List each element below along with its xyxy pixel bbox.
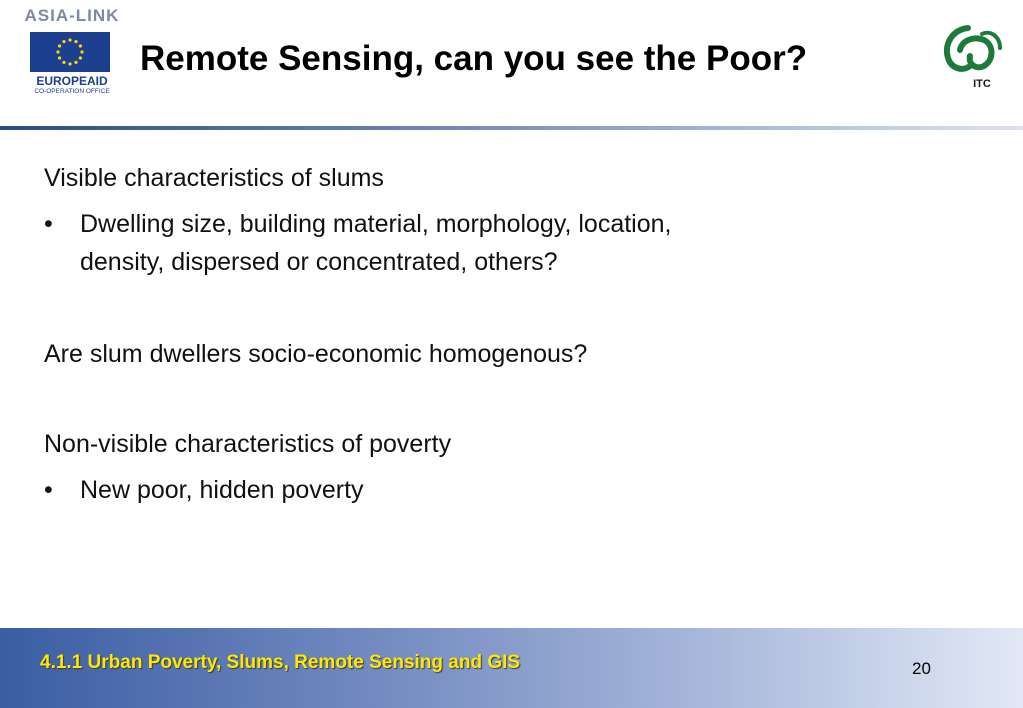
slide-title: Remote Sensing, can you see the Poor? [140, 39, 808, 78]
cooperation-office-text: CO-OPERATION OFFICE [34, 88, 110, 95]
eu-flag-icon [30, 32, 110, 72]
page-number: 20 [912, 659, 931, 678]
asia-link-europeaid-logo [12, 6, 132, 98]
heading-visible-characteristics: Visible characteristics of slums [44, 164, 384, 192]
footer-bar [0, 628, 1023, 708]
bullet-hidden-poverty-text: New poor, hidden poverty [80, 476, 364, 504]
bullet-symbol: • [44, 476, 53, 504]
header-divider [0, 126, 1023, 130]
bullet-dwelling-characteristics [44, 210, 944, 290]
europeaid-logo-text: EUROPEAID [36, 74, 108, 88]
asia-link-logo-text: ASIA-LINK [24, 6, 120, 25]
course-label: 4.1.1 Urban Poverty, Slums, Remote Sensing and GIS [40, 652, 521, 673]
question-homogenous: Are slum dwellers socio-economic homogenous? [44, 340, 588, 368]
itc-logo-text: ITC [973, 78, 991, 90]
bullet-dwelling-line-2: density, dispersed or concentrated, others? [80, 248, 558, 276]
bullet-symbol: • [44, 210, 53, 238]
heading-nonvisible-characteristics: Non-visible characteristics of poverty [44, 430, 452, 458]
bullet-hidden-poverty [44, 476, 944, 512]
bullet-dwelling-line-1: Dwelling size, building material, morphology, location, [80, 210, 672, 238]
